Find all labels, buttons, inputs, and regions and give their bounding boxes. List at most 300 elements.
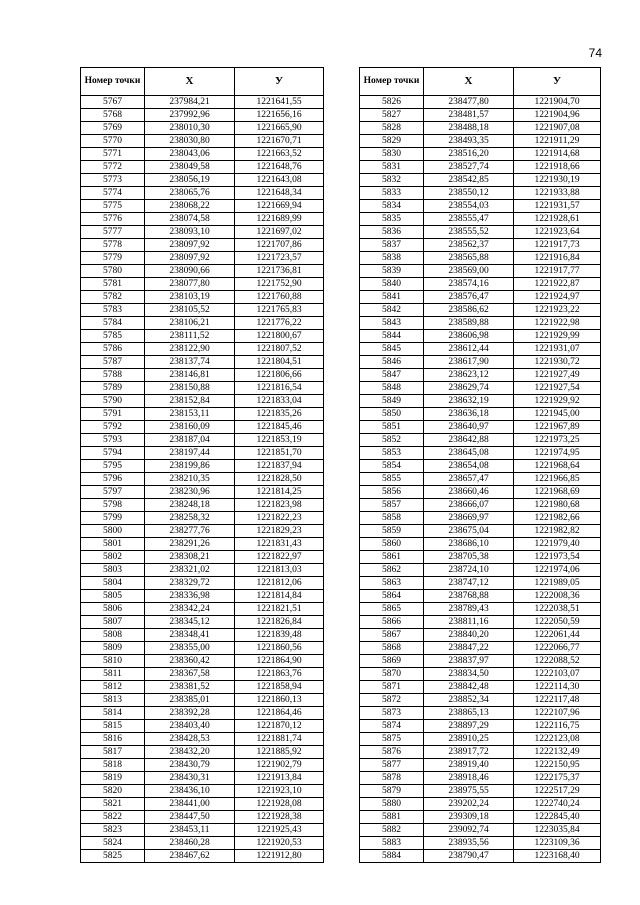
y-coordinate-cell: 1222114,30 [514,681,601,694]
x-coordinate-cell: 238345,12 [145,616,235,629]
table-row [81,798,324,811]
point-number-cell: 5853 [360,447,424,460]
table-row [81,759,324,772]
table-row [81,629,324,642]
point-number-cell: 5844 [360,330,424,343]
x-coordinate-cell: 238669,97 [424,512,514,525]
point-number-cell: 5777 [81,226,145,239]
x-coordinate-cell: 238097,92 [145,252,235,265]
point-number-cell: 5789 [81,382,145,395]
table-row [360,577,601,590]
point-number-cell: 5872 [360,694,424,707]
point-number-cell: 5860 [360,538,424,551]
x-coordinate-cell: 238381,52 [145,681,235,694]
x-coordinate-cell: 238657,47 [424,473,514,486]
y-coordinate-cell: 1223035,84 [514,824,601,837]
header-y: У [514,68,601,96]
x-coordinate-cell: 238430,79 [145,759,235,772]
table-row [360,317,601,330]
x-coordinate-cell: 238103,19 [145,291,235,304]
point-number-cell: 5808 [81,629,145,642]
y-coordinate-cell: 1221669,94 [235,200,324,213]
x-coordinate-cell: 238392,28 [145,707,235,720]
y-coordinate-cell: 1222066,77 [514,642,601,655]
y-coordinate-cell: 1221917,77 [514,265,601,278]
point-number-cell: 5811 [81,668,145,681]
x-coordinate-cell: 238336,98 [145,590,235,603]
point-number-cell: 5800 [81,525,145,538]
point-number-cell: 5790 [81,395,145,408]
y-coordinate-cell: 1222038,51 [514,603,601,616]
point-number-cell: 5788 [81,369,145,382]
x-coordinate-cell: 238606,98 [424,330,514,343]
table-row [81,226,324,239]
table-row [360,408,601,421]
y-coordinate-cell: 1221804,51 [235,356,324,369]
x-coordinate-cell: 238329,72 [145,577,235,590]
table-row [81,616,324,629]
table-row [81,772,324,785]
point-number-cell: 5803 [81,564,145,577]
y-coordinate-cell: 1221689,99 [235,213,324,226]
table-row [81,161,324,174]
point-number-cell: 5807 [81,616,145,629]
table-row [81,551,324,564]
y-coordinate-cell: 1221885,92 [235,746,324,759]
point-number-cell: 5840 [360,278,424,291]
table-row [360,668,601,681]
y-coordinate-cell: 1221989,05 [514,577,601,590]
table-row [81,525,324,538]
x-coordinate-cell: 238660,46 [424,486,514,499]
x-coordinate-cell: 238360,42 [145,655,235,668]
table-row [81,330,324,343]
y-coordinate-cell: 1221697,02 [235,226,324,239]
y-coordinate-cell: 1221643,08 [235,174,324,187]
table-row [360,538,601,551]
x-coordinate-cell: 238897,29 [424,720,514,733]
table-row [81,590,324,603]
y-coordinate-cell: 1221931,07 [514,343,601,356]
table-row [360,200,601,213]
x-coordinate-cell: 238636,18 [424,408,514,421]
y-coordinate-cell: 1223168,40 [514,850,601,863]
point-number-cell: 5878 [360,772,424,785]
table-row [81,681,324,694]
x-coordinate-cell: 239309,18 [424,811,514,824]
point-number-cell: 5858 [360,512,424,525]
point-number-cell: 5768 [81,109,145,122]
table-row [360,655,601,668]
x-coordinate-cell: 238488,18 [424,122,514,135]
point-number-cell: 5823 [81,824,145,837]
x-coordinate-cell: 238724,10 [424,564,514,577]
y-coordinate-cell: 1222845,40 [514,811,601,824]
x-coordinate-cell: 238432,20 [145,746,235,759]
point-number-cell: 5838 [360,252,424,265]
y-coordinate-cell: 1221974,06 [514,564,601,577]
x-coordinate-cell: 238612,44 [424,343,514,356]
table-row [81,473,324,486]
y-coordinate-cell: 1221837,94 [235,460,324,473]
table-row [81,421,324,434]
y-coordinate-cell: 1221765,83 [235,304,324,317]
x-coordinate-cell: 238565,88 [424,252,514,265]
table-row [81,395,324,408]
table-row [81,148,324,161]
point-number-cell: 5791 [81,408,145,421]
table-row [360,330,601,343]
table-row [81,564,324,577]
point-number-cell: 5837 [360,239,424,252]
table-row [81,447,324,460]
point-number-cell: 5776 [81,213,145,226]
point-number-cell: 5830 [360,148,424,161]
table-row [360,291,601,304]
x-coordinate-cell: 238467,62 [145,850,235,863]
x-coordinate-cell: 238811,16 [424,616,514,629]
table-row [81,317,324,330]
point-number-cell: 5816 [81,733,145,746]
point-number-cell: 5806 [81,603,145,616]
y-coordinate-cell: 1221924,97 [514,291,601,304]
y-coordinate-cell: 1221929,92 [514,395,601,408]
point-number-cell: 5795 [81,460,145,473]
x-coordinate-cell: 238842,48 [424,681,514,694]
x-coordinate-cell: 238355,00 [145,642,235,655]
x-coordinate-cell: 238105,52 [145,304,235,317]
point-number-cell: 5769 [81,122,145,135]
y-coordinate-cell: 1221973,25 [514,434,601,447]
point-number-cell: 5799 [81,512,145,525]
table-row [360,837,601,850]
header-x: X [145,68,235,96]
table-row [360,304,601,317]
point-number-cell: 5871 [360,681,424,694]
y-coordinate-cell: 1221911,29 [514,135,601,148]
x-coordinate-cell: 238160,09 [145,421,235,434]
point-number-cell: 5782 [81,291,145,304]
point-number-cell: 5846 [360,356,424,369]
x-coordinate-cell: 238516,20 [424,148,514,161]
point-number-cell: 5884 [360,850,424,863]
x-coordinate-cell: 238562,37 [424,239,514,252]
x-coordinate-cell: 238230,96 [145,486,235,499]
table-row [360,629,601,642]
point-number-cell: 5876 [360,746,424,759]
table-row [360,122,601,135]
table-row [81,382,324,395]
y-coordinate-cell: 1221918,66 [514,161,601,174]
table-row [81,109,324,122]
table-row [81,603,324,616]
table-row [81,96,324,109]
y-coordinate-cell: 1221860,56 [235,642,324,655]
y-coordinate-cell: 1222008,36 [514,590,601,603]
point-number-cell: 5792 [81,421,145,434]
x-coordinate-cell: 238090,66 [145,265,235,278]
x-coordinate-cell: 238291,26 [145,538,235,551]
y-coordinate-cell: 1221928,38 [235,811,324,824]
x-coordinate-cell: 238586,62 [424,304,514,317]
y-coordinate-cell: 1221930,19 [514,174,601,187]
y-coordinate-cell: 1221982,82 [514,525,601,538]
table-row [81,460,324,473]
x-coordinate-cell: 238153,11 [145,408,235,421]
table-row [81,213,324,226]
table-row [81,824,324,837]
x-coordinate-cell: 238569,00 [424,265,514,278]
point-number-cell: 5857 [360,499,424,512]
point-number-cell: 5870 [360,668,424,681]
y-coordinate-cell: 1221800,67 [235,330,324,343]
x-coordinate-cell: 239092,74 [424,824,514,837]
x-coordinate-cell: 238837,97 [424,655,514,668]
y-coordinate-cell: 1221821,51 [235,603,324,616]
x-coordinate-cell: 238122,90 [145,343,235,356]
x-coordinate-cell: 238975,55 [424,785,514,798]
header-point-number: Номер точки [360,68,424,96]
point-number-cell: 5819 [81,772,145,785]
table-row [360,746,601,759]
table-row [360,395,601,408]
y-coordinate-cell: 1221641,55 [235,96,324,109]
y-coordinate-cell: 1222132,49 [514,746,601,759]
point-number-cell: 5825 [81,850,145,863]
x-coordinate-cell: 238248,18 [145,499,235,512]
y-coordinate-cell: 1221928,61 [514,213,601,226]
table-header-row [360,68,601,96]
x-coordinate-cell: 238146,81 [145,369,235,382]
table-row [360,707,601,720]
point-number-cell: 5804 [81,577,145,590]
table-row [81,122,324,135]
x-coordinate-cell: 238935,56 [424,837,514,850]
y-coordinate-cell: 1221663,52 [235,148,324,161]
y-coordinate-cell: 1222175,37 [514,772,601,785]
point-number-cell: 5850 [360,408,424,421]
y-coordinate-cell: 1221860,13 [235,694,324,707]
y-coordinate-cell: 1221822,23 [235,512,324,525]
table-row [360,720,601,733]
table-row [81,343,324,356]
y-coordinate-cell: 1221922,98 [514,317,601,330]
point-number-cell: 5848 [360,382,424,395]
table-row [81,278,324,291]
point-number-cell: 5854 [360,460,424,473]
x-coordinate-cell: 238348,41 [145,629,235,642]
point-number-cell: 5859 [360,525,424,538]
x-coordinate-cell: 238385,01 [145,694,235,707]
x-coordinate-cell: 238642,88 [424,434,514,447]
x-coordinate-cell: 238441,00 [145,798,235,811]
y-coordinate-cell: 1221814,25 [235,486,324,499]
table-row [360,174,601,187]
x-coordinate-cell: 238477,80 [424,96,514,109]
x-coordinate-cell: 238152,84 [145,395,235,408]
y-coordinate-cell: 1221982,66 [514,512,601,525]
y-coordinate-cell: 1221945,00 [514,408,601,421]
point-number-cell: 5802 [81,551,145,564]
y-coordinate-cell: 1222517,29 [514,785,601,798]
y-coordinate-cell: 1221973,54 [514,551,601,564]
y-coordinate-cell: 1222107,96 [514,707,601,720]
y-coordinate-cell: 1222150,95 [514,759,601,772]
point-number-cell: 5778 [81,239,145,252]
y-coordinate-cell: 1221966,85 [514,473,601,486]
x-coordinate-cell: 238686,10 [424,538,514,551]
point-number-cell: 5801 [81,538,145,551]
y-coordinate-cell: 1221851,70 [235,447,324,460]
table-row [81,837,324,850]
table-row [360,278,601,291]
point-number-cell: 5856 [360,486,424,499]
y-coordinate-cell: 1221923,22 [514,304,601,317]
y-coordinate-cell: 1221979,40 [514,538,601,551]
table-row [360,564,601,577]
x-coordinate-cell: 238918,46 [424,772,514,785]
x-coordinate-cell: 238074,58 [145,213,235,226]
y-coordinate-cell: 1221707,86 [235,239,324,252]
x-coordinate-cell: 238430,31 [145,772,235,785]
table-row [81,707,324,720]
point-number-cell: 5773 [81,174,145,187]
table-row [360,486,601,499]
x-coordinate-cell: 238574,16 [424,278,514,291]
point-number-cell: 5779 [81,252,145,265]
point-number-cell: 5770 [81,135,145,148]
y-coordinate-cell: 1221736,81 [235,265,324,278]
y-coordinate-cell: 1221823,98 [235,499,324,512]
table-row [360,265,601,278]
y-coordinate-cell: 1221648,34 [235,187,324,200]
x-coordinate-cell: 238645,08 [424,447,514,460]
point-number-cell: 5883 [360,837,424,850]
y-coordinate-cell: 1221858,94 [235,681,324,694]
point-number-cell: 5826 [360,96,424,109]
point-number-cell: 5869 [360,655,424,668]
point-number-cell: 5832 [360,174,424,187]
point-number-cell: 5818 [81,759,145,772]
point-number-cell: 5851 [360,421,424,434]
y-coordinate-cell: 1221923,64 [514,226,601,239]
table-row [81,434,324,447]
x-coordinate-cell: 238065,76 [145,187,235,200]
point-number-cell: 5815 [81,720,145,733]
table-row [360,590,601,603]
point-number-cell: 5863 [360,577,424,590]
point-number-cell: 5874 [360,720,424,733]
y-coordinate-cell: 1221912,80 [235,850,324,863]
point-number-cell: 5793 [81,434,145,447]
x-coordinate-cell: 238617,90 [424,356,514,369]
y-coordinate-cell: 1223109,36 [514,837,601,850]
y-coordinate-cell: 1221933,88 [514,187,601,200]
table-row [360,733,601,746]
table-row [81,304,324,317]
y-coordinate-cell: 1221656,16 [235,109,324,122]
x-coordinate-cell: 238555,47 [424,213,514,226]
point-number-cell: 5835 [360,213,424,226]
table-row [360,811,601,824]
table-row [81,733,324,746]
table-row [360,161,601,174]
point-number-cell: 5767 [81,96,145,109]
x-coordinate-cell: 238576,47 [424,291,514,304]
point-number-cell: 5781 [81,278,145,291]
x-coordinate-cell: 238640,97 [424,421,514,434]
y-coordinate-cell: 1221974,95 [514,447,601,460]
x-coordinate-cell: 238589,88 [424,317,514,330]
point-number-cell: 5771 [81,148,145,161]
x-coordinate-cell: 238554,03 [424,200,514,213]
x-coordinate-cell: 238493,35 [424,135,514,148]
table-row [81,655,324,668]
table-row [360,499,601,512]
y-coordinate-cell: 1221870,12 [235,720,324,733]
table-row [360,681,601,694]
x-coordinate-cell: 238367,58 [145,668,235,681]
table-row [360,603,601,616]
y-coordinate-cell: 1221812,06 [235,577,324,590]
y-coordinate-cell: 1221927,49 [514,369,601,382]
table-row [360,785,601,798]
point-number-cell: 5805 [81,590,145,603]
table-row [81,291,324,304]
table-row [81,642,324,655]
x-coordinate-cell: 238403,40 [145,720,235,733]
y-coordinate-cell: 1222117,48 [514,694,601,707]
point-number-cell: 5855 [360,473,424,486]
x-coordinate-cell: 238308,21 [145,551,235,564]
y-coordinate-cell: 1221929,99 [514,330,601,343]
point-number-cell: 5797 [81,486,145,499]
table-row [81,512,324,525]
x-coordinate-cell: 237992,96 [145,109,235,122]
x-coordinate-cell: 238460,28 [145,837,235,850]
table-row [81,720,324,733]
y-coordinate-cell: 1221930,72 [514,356,601,369]
y-coordinate-cell: 1221922,87 [514,278,601,291]
table-row [81,369,324,382]
x-coordinate-cell: 238789,43 [424,603,514,616]
header-point-number: Номер точки [81,68,145,96]
table-row [360,213,601,226]
point-number-cell: 5864 [360,590,424,603]
x-coordinate-cell: 238068,22 [145,200,235,213]
x-coordinate-cell: 238049,58 [145,161,235,174]
y-coordinate-cell: 1221813,03 [235,564,324,577]
y-coordinate-cell: 1221925,43 [235,824,324,837]
y-coordinate-cell: 1221826,84 [235,616,324,629]
y-coordinate-cell: 1221648,76 [235,161,324,174]
point-number-cell: 5784 [81,317,145,330]
y-coordinate-cell: 1222103,07 [514,668,601,681]
table-row [81,174,324,187]
y-coordinate-cell: 1221967,89 [514,421,601,434]
x-coordinate-cell: 238043,06 [145,148,235,161]
point-number-cell: 5867 [360,629,424,642]
x-coordinate-cell: 238258,32 [145,512,235,525]
x-coordinate-cell: 238666,07 [424,499,514,512]
table-row [81,538,324,551]
point-number-cell: 5827 [360,109,424,122]
table-row [360,239,601,252]
table-row [81,408,324,421]
y-coordinate-cell: 1221839,48 [235,629,324,642]
table-row [360,382,601,395]
x-coordinate-cell: 238865,13 [424,707,514,720]
